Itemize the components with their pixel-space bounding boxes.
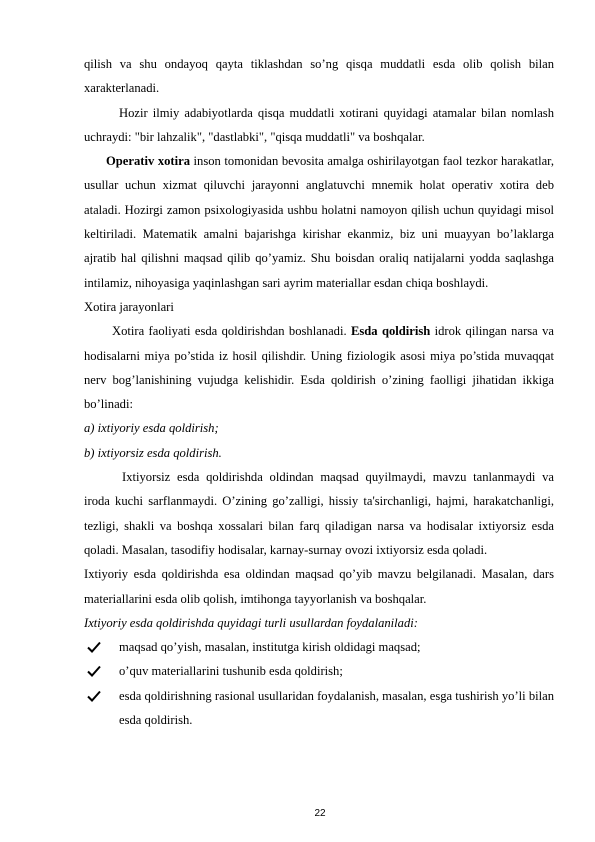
heading-memory-processes: Xotira jarayonlari [84,299,174,314]
memorization-definition: idrok qilingan narsa va hodisalarni miya po’stida iz hosil qilishdir. Uning fiziologik asosi miya po’stida muvaqqat nerv bog’lanishining vujudga kelishidir. Esda qoldirish o’zining faolligi jihatidan ikkiga bo’linadi: [84,324,554,412]
paragraph-methods-intro [84,611,554,635]
paragraph-voluntary: Ixtiyoriy esda qoldirishda esa oldindan maqsad qo’yib mavzu belgilanadi. Masalan, dars materiallarini esda olib qolish, imtihonga tayyorlanish va boshqalar. [84,567,554,606]
term-memorization: Esda qoldirish [350,324,431,339]
methods-intro-text: Ixtiyoriy esda qoldirishda quyidagi turli usullardan foydalaniladi: [84,615,418,630]
page-content [84,52,554,732]
paragraph-terms: Hozir ilmiy adabiyotlarda qisqa muddatli xotirani quyidagi atamalar bilan nomlash uchraydi: "bir lahzalik", "dastlabki", "qisqa muddatli" va boshqalar. [84,105,554,144]
operative-memory-definition: inson tomonidan bevosita amalga oshirilayotgan faol tezkor harakatlar, usullar uchun xizmat qiluvchi jarayonni anglatuvchi mnemik holat operativ xotira deb ataladi. Hozirgi zamon psixologiyasida ushbu holatni namoyon qilish uchun quyidagi misol keltiriladi. Matematik amalni bajarishga kirishar ekanmiz, biz uni muayyan bo’laklarga ajratib hal qilishni maqsad qilib qo’yamiz. Shu boisdan oraliq natijalarni yodda saqlashga intilamiz, nihoyasiga yaqinlashgan sari ayrim materiallar esdan chiqa boshlaydi. [84,154,554,290]
checkmark-icon [87,690,101,702]
paragraph-operative-memory [84,149,554,295]
checklist-item [84,684,554,733]
paragraph-memorization [84,319,554,416]
list-item-a [84,416,554,440]
checklist-item-text: maqsad qo’yish, masalan, institutga kirish oldidagi maqsad; [119,640,421,655]
term-operative-memory: Operativ xotira [106,154,190,169]
paragraph-involuntary: Ixtiyorsiz esda qoldirishda oldindan maqsad quyilmaydi, mavzu tanlanmaydi va iroda kuchi sarflanmaydi. O’zining go’zalligi, hissiy ta'sirchanligi, hajmi, harakatchanligi, tezligi, shakli va boshqa xossalari bilan farq qiladigan narsa va hodisalar ixtiyorsiz esda qoladi. Masalan, tasodifiy hodisalar, karnay-surnay ovozi ixtiyorsiz esda qoladi. [84,470,554,557]
memorization-intro: Xotira faoliyati esda qoldirishdan boshlanadi. [112,324,351,339]
checklist-item-text: esda qoldirishning rasional usullaridan foydalanish, masalan, esga tushirish yo’li bilan esda qoldirish. [119,688,554,728]
checklist-item [84,635,554,659]
checkmark-icon [87,641,101,653]
list-item-b-text: b) ixtiyorsiz esda qoldirish. [84,445,222,460]
list-item-b [84,441,554,465]
list-item-a-text: a) ixtiyoriy esda qoldirish; [84,421,219,436]
checklist-item-text: o’quv materiallarini tushunib esda qoldirish; [119,664,343,679]
page-number: 22 [314,808,326,819]
checkmark-icon [87,665,101,677]
checklist-item [84,659,554,683]
checklist [84,635,554,732]
paragraph-intro: qilish va shu ondayoq qayta tiklashdan so’ng qisqa muddatli esda olib qolish bilan xarakterlanadi. [84,57,554,96]
